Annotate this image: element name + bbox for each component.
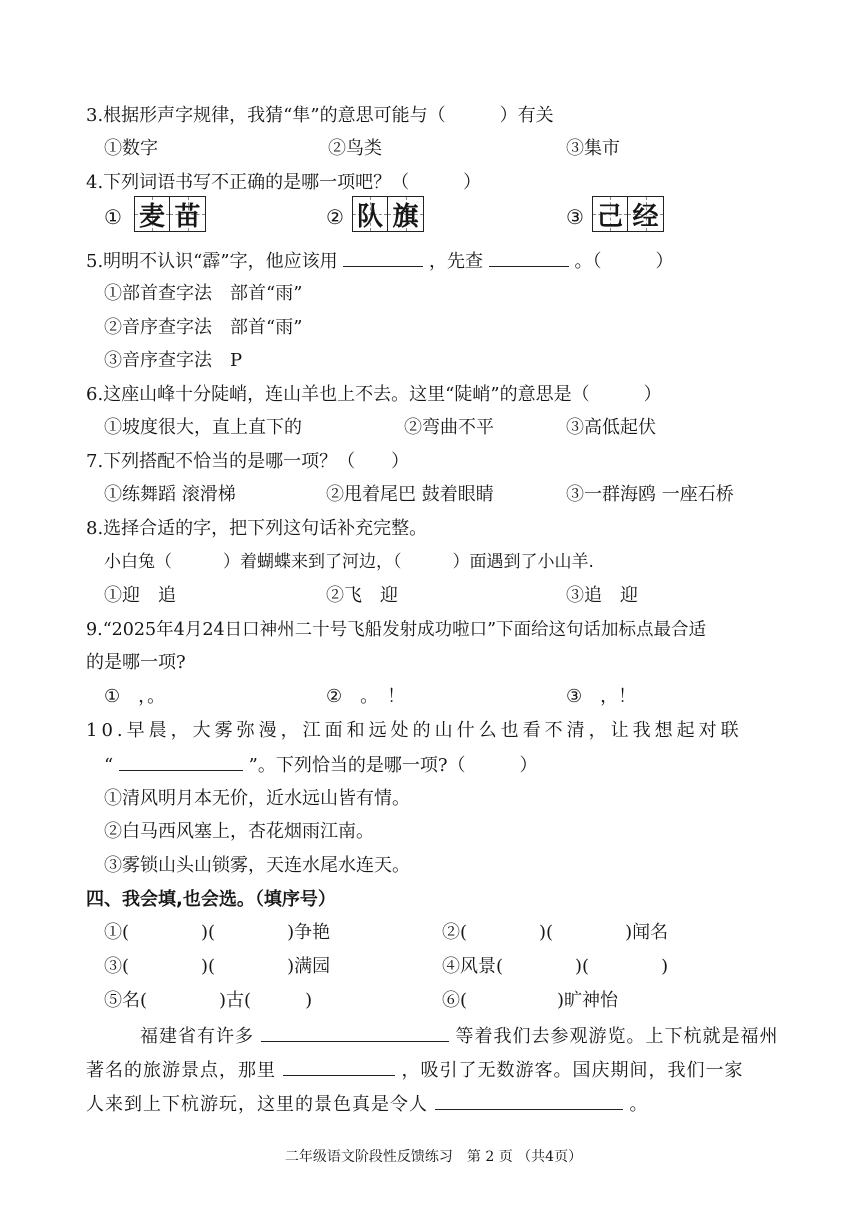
q10-stem-line-2: “ ”。下列恰当的是哪一项?（ ）: [104, 752, 538, 778]
q8-option-1: ①迎 追: [104, 585, 176, 606]
q10-option-2: ②白马西风塞上，杏花烟雨江南。: [104, 821, 374, 842]
q4-option-1-grid: [134, 196, 206, 232]
q10-blank[interactable]: [119, 752, 243, 771]
s4-paragraph-line-1: 福建省有许多 等着我们去参观游览。上下杭就是福州: [140, 1023, 778, 1049]
q5-option-1: ①部首查字法 部首“雨”: [104, 283, 303, 304]
tianzige-cell: 旗: [388, 196, 424, 232]
s4-blank-1[interactable]: [261, 1023, 449, 1042]
q8-sentence: 小白兔（ ）着蝴蝶来到了河边，（ ）面遇到了小山羊.: [104, 552, 594, 572]
page-footer: 二年级语文阶段性反馈练习 第 2 页 （共4页）: [284, 1149, 583, 1165]
q4-option-1-marker: ①: [104, 205, 122, 229]
q4-option-2-marker: ②: [326, 205, 344, 229]
s4-item-2: ②( )( )闻名: [442, 922, 669, 943]
q3-option-2: ②鸟类: [328, 138, 382, 159]
q9-option-2: ② 。 ！: [326, 686, 406, 707]
q3-option-1: ①数字: [104, 138, 158, 159]
tianzige-cell: 队: [352, 196, 388, 232]
s4-item-5: ⑤名( )古( ): [104, 990, 313, 1011]
tianzige-cell: 经: [628, 196, 664, 232]
q6-stem: 6.这座山峰十分陡峭，连山羊也上不去。这里“陡峭”的意思是（ ）: [86, 384, 662, 405]
s4-item-1: ①( )( )争艳: [104, 922, 331, 943]
q5-option-3: ③音序查字法 P: [104, 350, 243, 371]
s4-paragraph-line-3: 人来到上下杭游玩，这里的景色真是令人 。: [86, 1091, 648, 1117]
q4-option-3-marker: ③: [566, 205, 584, 229]
s4-blank-2[interactable]: [283, 1057, 395, 1076]
q9-stem-line-2: 的是哪一项?: [86, 652, 186, 673]
q10-option-1: ①清风明月本无价，近水远山皆有情。: [104, 788, 410, 809]
q7-option-2: ②甩着尾巴 鼓着眼睛: [326, 484, 494, 505]
q4-option-2-grid: [352, 196, 424, 232]
q9-option-3: ③ ，！: [566, 686, 637, 707]
tianzige-cell: 苗: [170, 196, 206, 232]
q9-stem-line-1: 9.“2025年4月24日口神州二十号飞船发射成功啦口”下面给这句话加标点最合适: [86, 620, 707, 640]
q8-option-2: ②飞 迎: [326, 585, 398, 606]
section-4-title: 四、我会填,也会选。（填序号）: [86, 889, 336, 910]
q10-option-3: ③雾锁山头山锁雾，天连水尾水连天。: [104, 855, 410, 876]
tianzige-cell: 麦: [134, 196, 170, 232]
s4-blank-3[interactable]: [435, 1091, 623, 1110]
s4-item-3: ③( )( )满园: [104, 956, 331, 977]
q7-option-1: ①练舞蹈 滚滑梯: [104, 484, 236, 505]
q5-blank-2[interactable]: [489, 248, 569, 267]
q10-stem-line-1: 10.早晨，大雾弥漫，江面和远处的山什么也看不清，让我想起对联: [86, 720, 743, 741]
q5-option-2: ②音序查字法 部首“雨”: [104, 317, 303, 338]
q7-option-3: ③一群海鸥 一座石桥: [566, 484, 734, 505]
q6-option-1: ①坡度很大，直上直下的: [104, 417, 302, 438]
q8-stem: 8.选择合适的字，把下列这句话补充完整。: [86, 518, 428, 539]
s4-item-4: ④风景( )( ): [442, 956, 669, 977]
q7-stem: 7.下列搭配不恰当的是哪一项？（ ）: [86, 451, 410, 472]
q6-option-3: ③高低起伏: [566, 417, 656, 438]
q5-stem: 5.明明不认识“霹”字，他应该用 ，先查 。（ ）: [86, 248, 674, 274]
q3-stem: 3.根据形声字规律，我猜“隼”的意思可能与（ ）有关: [86, 105, 554, 126]
q4-option-3-grid: [592, 196, 664, 232]
s4-paragraph-line-2: 著名的旅游景点，那里 ，吸引了无数游客。国庆期间，我们一家: [86, 1057, 743, 1083]
q4-stem: 4.下列词语书写不正确的是哪一项吧？（ ）: [86, 172, 482, 193]
tianzige-cell: 己: [592, 196, 628, 232]
q6-option-2: ②弯曲不平: [404, 417, 494, 438]
q9-option-1: ① ，。: [104, 686, 166, 707]
q8-option-3: ③追 迎: [566, 585, 638, 606]
s4-item-6: ⑥( )旷神怡: [442, 990, 619, 1011]
q3-option-3: ③集市: [566, 138, 620, 159]
q5-blank-1[interactable]: [343, 248, 423, 267]
